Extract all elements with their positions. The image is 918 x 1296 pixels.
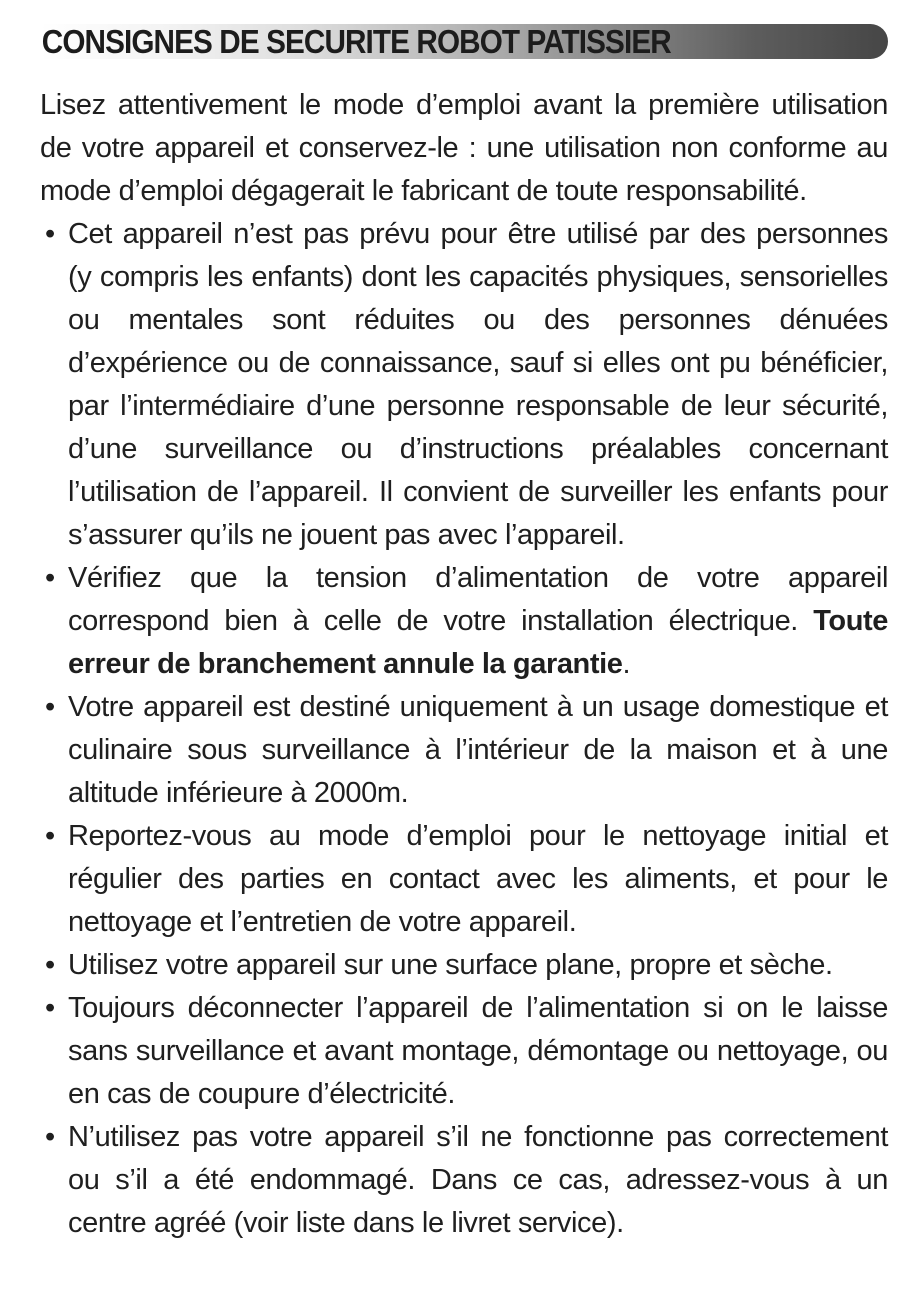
bullet-text-segment: Reportez-vous au mode d’emploi pour le nettoyage initial et régulier des parties en contact avec les aliments, et pour le nettoyage et l’entretien de votre appareil. [68,820,888,938]
bullet-dot-icon: • [45,691,55,723]
bullet-list [40,213,888,1245]
bullet-item [40,815,888,944]
body-text [40,84,888,1245]
bullet-text [68,815,888,944]
bullet-dot-icon: • [45,1121,55,1153]
bullet-text [68,213,888,557]
intro-paragraph: Lisez attentivement le mode d’emploi avant la première utilisation de votre appareil et conservez-le : une utilisation non conforme au mode d’emploi dégagerait le fabricant de toute responsabilité. [40,89,888,207]
section-title-bar [40,24,888,59]
bullet-dot-icon: • [45,218,55,250]
bullet-item [40,686,888,815]
bullet-item [40,557,888,686]
bullet-text-segment: Votre appareil est destiné uniquement à un usage domestique et culinaire sous surveillance à l’intérieur de la maison et à une altitude inférieure à 2000m. [68,691,888,809]
bullet-dot-icon: • [45,562,55,594]
bullet-dot-icon: • [45,949,55,981]
bullet-text [68,944,888,987]
bullet-text [68,987,888,1116]
bullet-text-segment: Cet appareil n’est pas prévu pour être utilisé par des personnes (y compris les enfants) dont les capacités physiques, sensorielles ou mentales sont réduites ou des personnes dénuées d’expérience ou de connaissance, sauf si elles ont pu bénéficier, par l’intermédiaire d’une personne responsable de leur sécurité, d’une surveillance ou d’instructions préalables concernant l’utilisation de l’appareil. Il convient de surveiller les enfants pour s’assurer qu’ils ne jouent pas avec l’appareil. [68,218,888,551]
bullet-item [40,213,888,557]
bullet-text-segment: N’utilisez pas votre appareil s’il ne fonctionne pas correctement ou s’il a été endommagé. Dans ce cas, adressez-vous à un centre agréé (voir liste dans le livret service). [68,1121,888,1239]
bullet-text [68,1116,888,1245]
bullet-text-segment: Toujours déconnecter l’appareil de l’alimentation si on le laisse sans surveillance et avant montage, démontage ou nettoyage, ou en cas de coupure d’électricité. [68,992,888,1110]
bullet-dot-icon: • [45,992,55,1024]
bullet-text-bold-segment: Toute erreur de branchement annule la garantie [68,605,888,680]
bullet-item [40,987,888,1116]
bullet-dot-icon: • [45,820,55,852]
bullet-text [68,557,888,686]
bullet-item [40,944,888,987]
bullet-text [68,686,888,815]
bullet-item [40,1116,888,1245]
bullet-text-segment: Vérifiez que la tension d’alimentation de votre appareil correspond bien à celle de votre installation électrique. [68,562,888,637]
page-title: CONSIGNES DE SECURITE ROBOT PATISSIER [41,23,671,60]
bullet-text-segment: . [622,648,631,680]
bullet-text-segment: Utilisez votre appareil sur une surface plane, propre et sèche. [68,949,833,981]
